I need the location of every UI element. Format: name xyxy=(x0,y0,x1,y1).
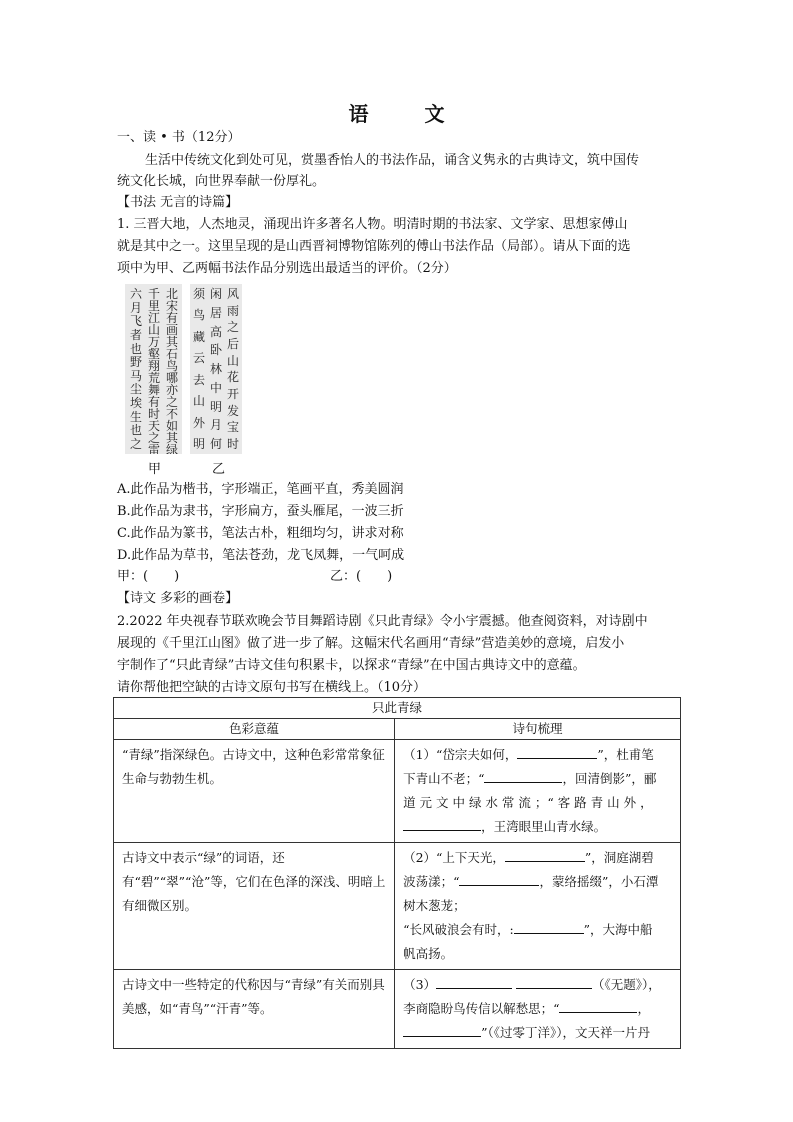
subsection-heading: 【诗文 多彩的画卷】 xyxy=(117,591,239,606)
table-cell: “青绿”指深绿色。古诗文中，这种色彩常常象征生命与勃勃生机。 xyxy=(114,740,395,843)
calligraphy-char: 飞 xyxy=(129,314,142,329)
calligraphy-char: 六 xyxy=(129,287,142,301)
calligraphy-char: 山 xyxy=(147,323,160,337)
calligraphy-column xyxy=(191,288,207,450)
answer-jia[interactable]: 甲：( ) xyxy=(117,569,180,584)
calligraphy-column xyxy=(128,288,144,450)
calligraphy-char: 荒 xyxy=(147,371,160,385)
intro-text: 统文化长城，向世界奉献一份厚礼。 xyxy=(117,174,326,189)
calligraphy-char: 卧 xyxy=(209,343,222,358)
calligraphy-char: 山 xyxy=(192,394,205,409)
answer-blank[interactable] xyxy=(517,744,597,759)
calligraphy-char: 明 xyxy=(209,399,222,414)
calligraphy-char: 云 xyxy=(192,351,205,366)
calligraphy-char: 里 xyxy=(147,299,160,313)
answer-blank[interactable] xyxy=(559,998,637,1013)
calligraphy-char: 山 xyxy=(226,353,239,368)
calligraphy-char: 花 xyxy=(226,370,239,385)
cell-text: 李商隐盼鸟传信以解愁思；“ xyxy=(403,1001,560,1016)
calligraphy-char: 马 xyxy=(129,368,142,383)
calligraphy-char: 之 xyxy=(147,431,160,445)
option-a: A.此作品为楷书，字形端正，笔画平直，秀美圆润 xyxy=(117,482,404,497)
calligraphy-char: 舞 xyxy=(147,383,160,397)
calligraphy-char: 之 xyxy=(129,436,142,451)
cell-text: ”，大海中船 xyxy=(583,922,653,937)
calligraphy-char: 者 xyxy=(129,327,142,342)
column-header: 诗句梳理 xyxy=(395,719,681,740)
calligraphy-column xyxy=(225,288,241,450)
calligraphy-char: 发 xyxy=(226,403,239,418)
cell-text: 帆高扬。 xyxy=(403,946,454,961)
answer-blank[interactable] xyxy=(403,1022,481,1037)
answer-blank[interactable] xyxy=(403,816,481,831)
calligraphy-char: 中 xyxy=(209,380,222,395)
cell-text: ，回清倒影”，郦 xyxy=(562,771,657,786)
calligraphy-char: 宝 xyxy=(226,420,239,435)
cell-text: （《无题》）， xyxy=(592,977,661,992)
calligraphy-char: 野 xyxy=(129,355,142,370)
table-caption: 只此青绿 xyxy=(114,698,681,719)
caption-yi: 乙 xyxy=(212,462,226,477)
calligraphy-char: 居 xyxy=(209,305,222,320)
answer-yi[interactable]: 乙：( ) xyxy=(330,569,393,584)
cell-text: ”，杜甫笔 xyxy=(597,747,654,762)
caption-jia: 甲 xyxy=(148,462,162,477)
cell-text: ”，洞庭湖碧 xyxy=(584,850,654,865)
section-heading: 一、读 • 书（12分） xyxy=(117,130,241,145)
calligraphy-char: 亦 xyxy=(165,383,178,397)
calligraphy-char: 北 xyxy=(165,287,178,301)
calligraphy-char: 宋 xyxy=(165,299,178,313)
table-cell xyxy=(395,843,681,970)
cell-text: 下青山不老；“ xyxy=(403,771,485,786)
table-cell: 古诗文中一些特定的代称因与“青绿”有关而别具美感，如“青鸟”“汗青”等。 xyxy=(114,970,395,1049)
question-text: 请你帮他把空缺的古诗文原句书写在横线上。（10分） xyxy=(117,680,427,695)
table-cell xyxy=(395,740,681,843)
calligraphy-char: 开 xyxy=(226,386,239,401)
calligraphy-char: 画 xyxy=(165,323,178,337)
calligraphy-char: 石 xyxy=(165,347,178,361)
calligraphy-char: 如 xyxy=(165,419,178,433)
option-b: B.此作品为隶书，字形扁方，蚕头雁尾，一波三折 xyxy=(117,504,404,519)
cell-text: ”（《过零丁洋》），文天祥一片丹 xyxy=(481,1025,650,1040)
calligraphy-char: 须 xyxy=(192,287,205,301)
calligraphy-char: 之 xyxy=(165,395,178,409)
calligraphy-char: 闲 xyxy=(209,287,222,301)
calligraphy-column xyxy=(146,287,162,454)
cell-text: ，蒙络摇缀”，小石潭 xyxy=(539,874,659,889)
calligraphy-char: 也 xyxy=(129,423,142,438)
calligraphy-char: 不 xyxy=(165,407,178,421)
cell-text: 波荡漾；“ xyxy=(403,874,460,889)
option-d: D.此作品为草书，笔法苍劲，龙飞凤舞，一气呵成 xyxy=(117,548,405,563)
poem-table xyxy=(113,697,681,1049)
calligraphy-char: 千 xyxy=(147,287,160,301)
subsection-heading: 【书法 无言的诗篇】 xyxy=(117,195,239,210)
calligraphy-column xyxy=(164,287,180,454)
calligraphy-char: 其 xyxy=(165,431,178,445)
option-c: C.此作品为篆书，笔法古朴，粗细均匀，讲求对称 xyxy=(117,526,404,541)
question-text: 就是其中之一。这里呈现的是山西晋祠博物馆陈列的傅山书法作品（局部）。请从下面的选 xyxy=(117,239,631,254)
calligraphy-char: 外 xyxy=(192,415,205,430)
calligraphy-char: 明 xyxy=(192,436,205,451)
calligraphy-char: 雷 xyxy=(147,443,160,454)
calligraphy-char: 绿 xyxy=(165,443,178,454)
calligraphy-char: 月 xyxy=(209,418,222,433)
cell-text: （1）“岱宗夫如何， xyxy=(403,747,518,762)
calligraphy-char: 之 xyxy=(226,320,239,335)
question-text: 展现的《千里江山图》做了进一步了解。这幅宋代名画用“青绿”营造美妙的意境，启发小 xyxy=(117,636,625,651)
calligraphy-char: 风 xyxy=(226,287,239,301)
calligraphy-char: 江 xyxy=(147,311,160,325)
question-text: 1. 三晋大地，人杰地灵，涌现出许多著名人物。明清时期的书法家、文学家、思想家傅山 xyxy=(117,217,628,232)
cell-text: （2）“上下天光， xyxy=(403,850,505,865)
calligraphy-char: 天 xyxy=(147,419,160,433)
answer-blank[interactable] xyxy=(459,871,539,886)
table-cell: 古诗文中表示“绿”的词语，还有“碧”“翠”“沧”等，它们在色泽的深浅、明暗上有细微区别。 xyxy=(114,843,395,970)
calligraphy-char: 藏 xyxy=(192,329,205,344)
calligraphy-char: 何 xyxy=(209,437,222,451)
calligraphy-char: 埃 xyxy=(129,396,142,410)
question-text: 2.2022 年央视春节联欢晚会节目舞蹈诗剧《只此青绿》令小宇震撼。他查阅资料，对诗剧中 xyxy=(117,614,648,629)
page-title: 语 文 xyxy=(348,102,463,126)
calligraphy-column xyxy=(208,288,224,450)
calligraphy-char: 万 xyxy=(147,335,160,349)
calligraphy-char: 翔 xyxy=(147,359,160,373)
calligraphy-char: 有 xyxy=(147,395,160,409)
calligraphy-char: 月 xyxy=(129,300,142,315)
answer-blank[interactable] xyxy=(484,768,562,783)
answer-blank[interactable] xyxy=(436,974,512,989)
answer-blank[interactable] xyxy=(516,974,592,989)
calligraphy-char: 壑 xyxy=(147,347,160,361)
question-text: 项中为甲、乙两幅书法作品分别选出最适当的评价。（2分） xyxy=(117,261,457,276)
calligraphy-char: 去 xyxy=(192,372,205,387)
calligraphy-char: 鸟 xyxy=(192,308,205,323)
calligraphy-char: 时 xyxy=(147,407,160,421)
calligraphy-char: 生 xyxy=(129,409,142,424)
calligraphy-jia-image xyxy=(125,284,182,454)
calligraphy-char: 其 xyxy=(165,335,178,349)
calligraphy-yi-image xyxy=(190,284,242,454)
cell-text: ， xyxy=(637,1001,650,1016)
cell-text: 树木葱茏； xyxy=(403,898,466,913)
calligraphy-char: 鸟 xyxy=(165,359,178,373)
calligraphy-char: 后 xyxy=(226,336,239,351)
answer-blank[interactable] xyxy=(514,919,584,934)
calligraphy-char: 时 xyxy=(226,436,239,451)
cell-text: 道 元 文 中 绿 水 常 流 ；“ 客 路 青 山 外 ， xyxy=(403,795,653,810)
cell-text: ，王湾眼里山青水绿。 xyxy=(481,819,607,834)
calligraphy-char: 雨 xyxy=(226,303,239,318)
calligraphy-char: 高 xyxy=(209,324,222,339)
calligraphy-char: 哪 xyxy=(165,371,178,385)
intro-text: 生活中传统文化到处可见，赏墨香怡人的书法作品，诵含义隽永的古典诗文，筑中国传 xyxy=(145,153,640,168)
calligraphy-char: 尘 xyxy=(129,382,142,397)
cell-text: “长风破浪会有时，: xyxy=(403,922,514,937)
calligraphy-char: 也 xyxy=(129,341,142,356)
table-cell xyxy=(395,970,681,1049)
answer-blank[interactable] xyxy=(505,847,585,862)
cell-text: （3） xyxy=(403,977,437,992)
question-text: 宇制作了“只此青绿”古诗文佳句积累卡，以探求“青绿”在中国古典诗文中的意蕴。 xyxy=(117,658,586,673)
calligraphy-char: 有 xyxy=(165,311,178,325)
calligraphy-char: 林 xyxy=(209,362,222,376)
column-header: 色彩意蕴 xyxy=(114,719,395,740)
